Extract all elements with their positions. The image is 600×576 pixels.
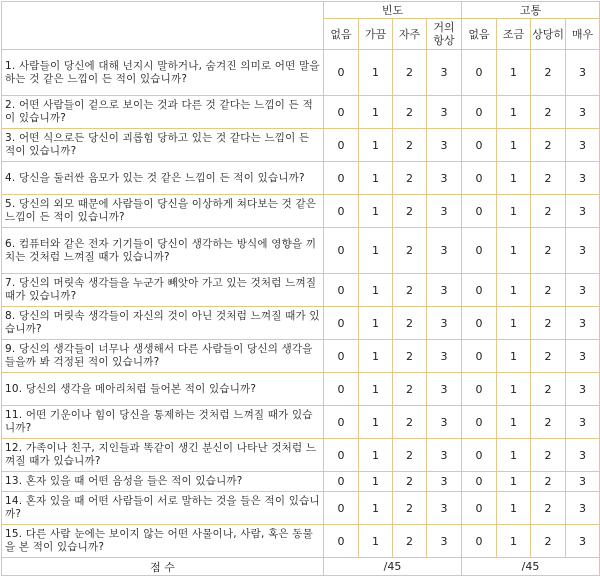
freq-col-almost-always: 거의 항상 <box>427 19 462 50</box>
distress-option-2[interactable]: 2 <box>531 492 566 525</box>
question-text: 1. 사람들이 당신에 대해 넌지시 말하거나, 숨겨진 의미로 어떤 말을 하는 것 같은 느낌이 든 적이 있습니까? <box>2 50 324 96</box>
distress-option-1[interactable]: 1 <box>497 228 531 274</box>
frequency-option-3[interactable]: 3 <box>427 274 462 307</box>
distress-option-3[interactable]: 3 <box>566 373 600 406</box>
frequency-option-3[interactable]: 3 <box>427 472 462 492</box>
frequency-option-1[interactable]: 1 <box>359 228 393 274</box>
frequency-option-3[interactable]: 3 <box>427 129 462 162</box>
frequency-option-1[interactable]: 1 <box>359 406 393 439</box>
question-row <box>2 307 600 340</box>
distress-option-3[interactable]: 3 <box>566 492 600 525</box>
question-text: 8. 당신의 머릿속 생각들이 자신의 것이 아닌 것처럼 느껴질 때가 있습니까? <box>2 307 324 340</box>
distress-option-1[interactable]: 1 <box>497 340 531 373</box>
distress-option-1[interactable]: 1 <box>497 373 531 406</box>
distress-option-1[interactable]: 1 <box>497 162 531 195</box>
distress-option-3[interactable]: 3 <box>566 96 600 129</box>
frequency-option-3[interactable]: 3 <box>427 50 462 96</box>
frequency-option-3[interactable]: 3 <box>427 96 462 129</box>
distress-option-1[interactable]: 1 <box>497 492 531 525</box>
frequency-option-3[interactable]: 3 <box>427 439 462 472</box>
distress-option-2[interactable]: 2 <box>531 162 566 195</box>
frequency-option-0[interactable]: 0 <box>324 50 359 96</box>
distress-score-total: /45 <box>462 558 600 576</box>
distress-option-3[interactable]: 3 <box>566 340 600 373</box>
distress-option-2[interactable]: 2 <box>531 525 566 558</box>
frequency-option-2[interactable]: 2 <box>393 472 427 492</box>
questionnaire-table <box>1 1 600 576</box>
distress-option-2[interactable]: 2 <box>531 96 566 129</box>
dist-col-a-little: 조금 <box>497 19 531 50</box>
distress-option-3[interactable]: 3 <box>566 195 600 228</box>
distress-option-1[interactable]: 1 <box>497 50 531 96</box>
distress-option-0[interactable]: 0 <box>462 50 497 96</box>
distress-option-0[interactable]: 0 <box>462 195 497 228</box>
frequency-option-2[interactable]: 2 <box>393 162 427 195</box>
question-row <box>2 274 600 307</box>
frequency-option-3[interactable]: 3 <box>427 307 462 340</box>
distress-option-0[interactable]: 0 <box>462 228 497 274</box>
header-row-groups <box>2 2 600 19</box>
question-text: 12. 가족이나 친구, 지인들과 똑같이 생긴 분신이 나타난 것처럼 느껴질 때가 있습니까? <box>2 439 324 472</box>
frequency-option-1[interactable]: 1 <box>359 162 393 195</box>
distress-option-2[interactable]: 2 <box>531 340 566 373</box>
dist-col-none: 없음 <box>462 19 497 50</box>
frequency-option-2[interactable]: 2 <box>393 195 427 228</box>
question-row <box>2 406 600 439</box>
question-row <box>2 228 600 274</box>
frequency-option-3[interactable]: 3 <box>427 525 462 558</box>
score-row <box>2 558 600 576</box>
frequency-option-2[interactable]: 2 <box>393 525 427 558</box>
frequency-group-header: 빈도 <box>324 2 462 19</box>
distress-option-3[interactable]: 3 <box>566 274 600 307</box>
frequency-option-2[interactable]: 2 <box>393 50 427 96</box>
distress-option-3[interactable]: 3 <box>566 525 600 558</box>
distress-option-1[interactable]: 1 <box>497 439 531 472</box>
question-text: 11. 어떤 기운이나 힘이 당신을 통제하는 것처럼 느껴질 때가 있습니까? <box>2 406 324 439</box>
distress-option-0[interactable]: 0 <box>462 472 497 492</box>
distress-option-1[interactable]: 1 <box>497 129 531 162</box>
question-text: 4. 당신을 둘러싼 음모가 있는 것 같은 느낌이 든 적이 있습니까? <box>2 162 324 195</box>
distress-option-0[interactable]: 0 <box>462 307 497 340</box>
question-row <box>2 162 600 195</box>
distress-option-0[interactable]: 0 <box>462 492 497 525</box>
distress-option-1[interactable]: 1 <box>497 406 531 439</box>
distress-option-2[interactable]: 2 <box>531 50 566 96</box>
question-text: 15. 다른 사람 눈에는 보이지 않는 어떤 사물이나, 사람, 혹은 동물을 본 적이 있습니까? <box>2 525 324 558</box>
frequency-option-1[interactable]: 1 <box>359 50 393 96</box>
question-text: 2. 어떤 사람들이 겉으로 보이는 것과 다른 것 같다는 느낌이 든 적이 있습니까? <box>2 96 324 129</box>
distress-option-3[interactable]: 3 <box>566 439 600 472</box>
distress-option-2[interactable]: 2 <box>531 406 566 439</box>
frequency-option-2[interactable]: 2 <box>393 439 427 472</box>
distress-option-0[interactable]: 0 <box>462 129 497 162</box>
distress-option-1[interactable]: 1 <box>497 525 531 558</box>
distress-group-header: 고통 <box>462 2 600 19</box>
distress-option-2[interactable]: 2 <box>531 373 566 406</box>
dist-col-quite: 상당히 <box>531 19 566 50</box>
frequency-option-1[interactable]: 1 <box>359 274 393 307</box>
question-text: 9. 당신의 생각들이 너무나 생생해서 다른 사람들이 당신의 생각을 들을까 봐 걱정된 적이 있습니까? <box>2 340 324 373</box>
question-row <box>2 373 600 406</box>
question-text: 10. 당신의 생각을 메아리처럼 들어본 적이 있습니까? <box>2 373 324 406</box>
frequency-option-0[interactable]: 0 <box>324 274 359 307</box>
question-text: 7. 당신의 머릿속 생각들을 누군가 빼앗아 가고 있는 것처럼 느껴질 때가 있습니까? <box>2 274 324 307</box>
score-label: 점 수 <box>2 558 324 576</box>
frequency-option-3[interactable]: 3 <box>427 406 462 439</box>
distress-option-0[interactable]: 0 <box>462 96 497 129</box>
frequency-option-1[interactable]: 1 <box>359 195 393 228</box>
frequency-option-2[interactable]: 2 <box>393 406 427 439</box>
frequency-option-3[interactable]: 3 <box>427 340 462 373</box>
frequency-option-3[interactable]: 3 <box>427 373 462 406</box>
distress-option-2[interactable]: 2 <box>531 129 566 162</box>
distress-option-0[interactable]: 0 <box>462 162 497 195</box>
distress-option-3[interactable]: 3 <box>566 129 600 162</box>
distress-option-0[interactable]: 0 <box>462 373 497 406</box>
distress-option-2[interactable]: 2 <box>531 439 566 472</box>
question-text: 3. 어떤 식으로든 당신이 괴롭힘 당하고 있는 것 같다는 느낌이 든 적이 있습니까? <box>2 129 324 162</box>
frequency-option-0[interactable]: 0 <box>324 472 359 492</box>
frequency-option-1[interactable]: 1 <box>359 129 393 162</box>
frequency-option-0[interactable]: 0 <box>324 195 359 228</box>
distress-option-3[interactable]: 3 <box>566 307 600 340</box>
frequency-option-0[interactable]: 0 <box>324 406 359 439</box>
question-list <box>2 50 600 558</box>
distress-option-2[interactable]: 2 <box>531 472 566 492</box>
distress-option-1[interactable]: 1 <box>497 472 531 492</box>
freq-col-none: 없음 <box>324 19 359 50</box>
frequency-option-1[interactable]: 1 <box>359 340 393 373</box>
frequency-option-0[interactable]: 0 <box>324 96 359 129</box>
frequency-option-0[interactable]: 0 <box>324 340 359 373</box>
frequency-option-2[interactable]: 2 <box>393 373 427 406</box>
question-row <box>2 195 600 228</box>
distress-option-1[interactable]: 1 <box>497 195 531 228</box>
distress-option-1[interactable]: 1 <box>497 96 531 129</box>
distress-option-3[interactable]: 3 <box>566 162 600 195</box>
distress-option-3[interactable]: 3 <box>566 228 600 274</box>
distress-option-2[interactable]: 2 <box>531 228 566 274</box>
question-row <box>2 340 600 373</box>
distress-option-3[interactable]: 3 <box>566 472 600 492</box>
distress-option-3[interactable]: 3 <box>566 50 600 96</box>
distress-option-0[interactable]: 0 <box>462 406 497 439</box>
frequency-option-0[interactable]: 0 <box>324 492 359 525</box>
frequency-option-3[interactable]: 3 <box>427 228 462 274</box>
frequency-option-2[interactable]: 2 <box>393 307 427 340</box>
question-text: 6. 컴퓨터와 같은 전자 기기들이 당신이 생각하는 방식에 영향을 끼치는 것처럼 느껴질 때가 있습니까? <box>2 228 324 274</box>
question-text: 5. 당신의 외모 때문에 사람들이 당신을 이상하게 쳐다보는 것 같은 느낌이 든 적이 있습니까? <box>2 195 324 228</box>
question-row <box>2 439 600 472</box>
distress-option-3[interactable]: 3 <box>566 406 600 439</box>
frequency-option-1[interactable]: 1 <box>359 472 393 492</box>
frequency-option-1[interactable]: 1 <box>359 373 393 406</box>
frequency-option-2[interactable]: 2 <box>393 228 427 274</box>
distress-option-1[interactable]: 1 <box>497 307 531 340</box>
distress-option-2[interactable]: 2 <box>531 307 566 340</box>
distress-option-0[interactable]: 0 <box>462 340 497 373</box>
question-row <box>2 525 600 558</box>
freq-col-often: 자주 <box>393 19 427 50</box>
distress-option-2[interactable]: 2 <box>531 195 566 228</box>
freq-col-sometimes: 가끔 <box>359 19 393 50</box>
question-column-header <box>2 2 324 50</box>
question-text: 14. 혼자 있을 때 어떤 사람들이 서로 말하는 것을 들은 적이 있습니까? <box>2 492 324 525</box>
question-row <box>2 472 600 492</box>
distress-option-0[interactable]: 0 <box>462 274 497 307</box>
question-row <box>2 50 600 96</box>
distress-option-0[interactable]: 0 <box>462 525 497 558</box>
dist-col-very: 매우 <box>566 19 600 50</box>
frequency-option-2[interactable]: 2 <box>393 492 427 525</box>
frequency-option-1[interactable]: 1 <box>359 96 393 129</box>
frequency-option-3[interactable]: 3 <box>427 162 462 195</box>
question-row <box>2 129 600 162</box>
distress-option-1[interactable]: 1 <box>497 274 531 307</box>
distress-option-2[interactable]: 2 <box>531 274 566 307</box>
question-row <box>2 492 600 525</box>
frequency-option-2[interactable]: 2 <box>393 96 427 129</box>
frequency-score-total: /45 <box>324 558 462 576</box>
frequency-option-0[interactable]: 0 <box>324 439 359 472</box>
frequency-option-1[interactable]: 1 <box>359 525 393 558</box>
frequency-option-1[interactable]: 1 <box>359 307 393 340</box>
frequency-option-1[interactable]: 1 <box>359 492 393 525</box>
frequency-option-2[interactable]: 2 <box>393 129 427 162</box>
question-row <box>2 96 600 129</box>
frequency-option-0[interactable]: 0 <box>324 525 359 558</box>
frequency-option-2[interactable]: 2 <box>393 274 427 307</box>
frequency-option-0[interactable]: 0 <box>324 162 359 195</box>
frequency-option-1[interactable]: 1 <box>359 439 393 472</box>
question-text: 13. 혼자 있을 때 어떤 음성을 들은 적이 있습니까? <box>2 472 324 492</box>
frequency-option-2[interactable]: 2 <box>393 340 427 373</box>
frequency-option-0[interactable]: 0 <box>324 307 359 340</box>
distress-option-0[interactable]: 0 <box>462 439 497 472</box>
frequency-option-3[interactable]: 3 <box>427 195 462 228</box>
frequency-option-3[interactable]: 3 <box>427 492 462 525</box>
frequency-option-0[interactable]: 0 <box>324 129 359 162</box>
frequency-option-0[interactable]: 0 <box>324 373 359 406</box>
frequency-option-0[interactable]: 0 <box>324 228 359 274</box>
